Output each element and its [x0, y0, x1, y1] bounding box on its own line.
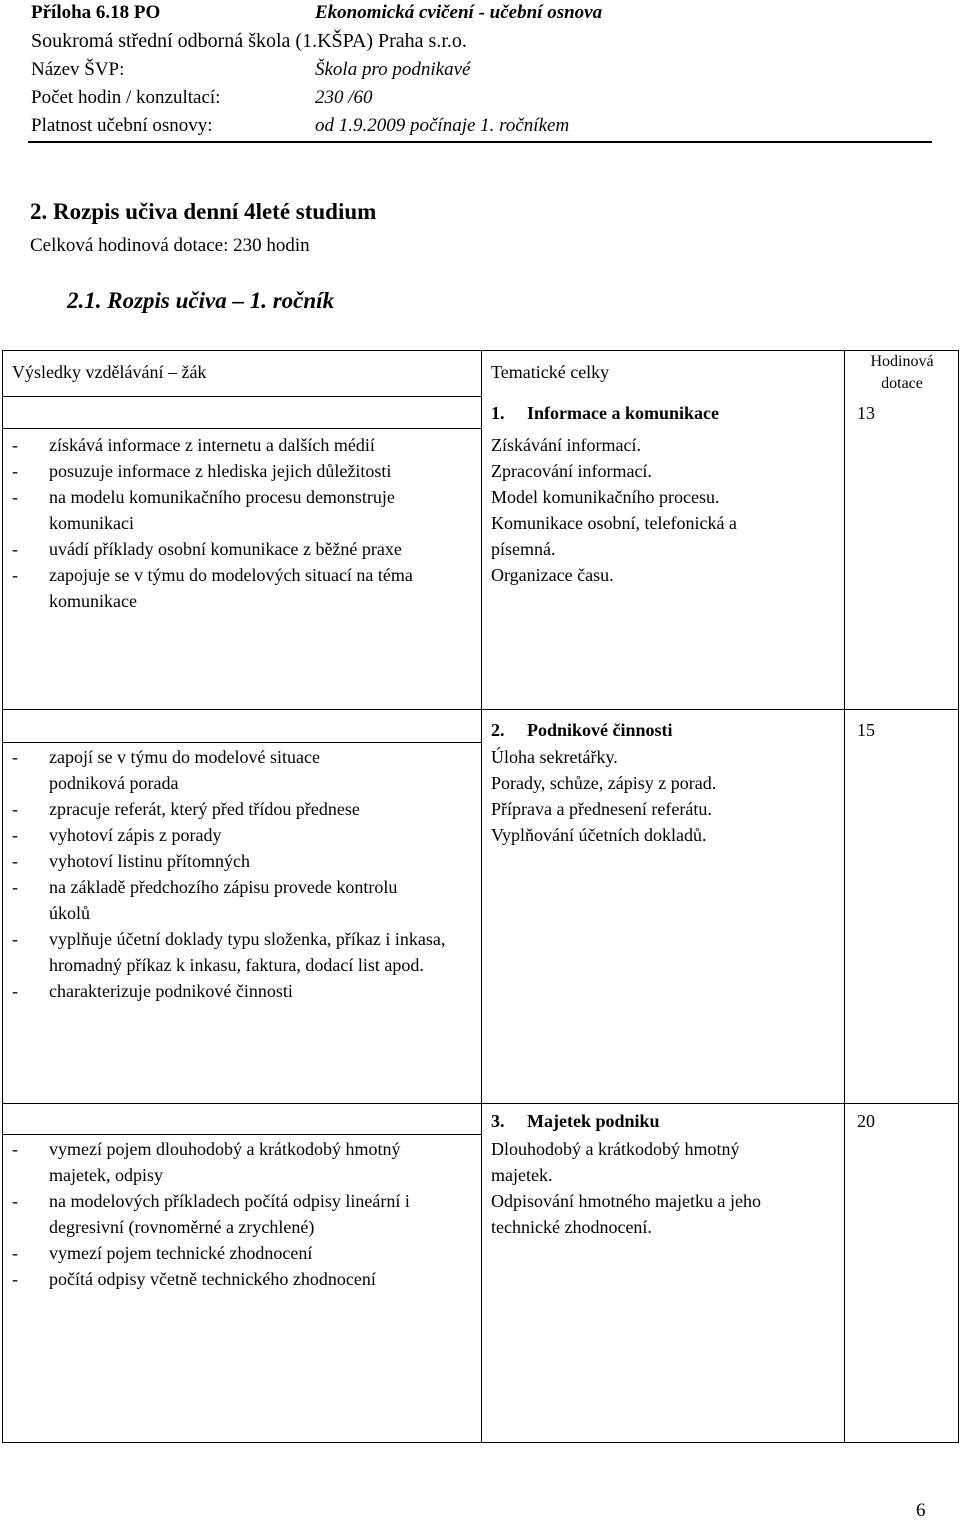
list-item: - na modelových příkladech počítá odpisy lineární i degresivní (rovnoměrné a zrychlené) — [12, 1188, 469, 1240]
list-item: - vyhotoví listinu přítomných — [12, 848, 480, 874]
list-item: - zpracuje referát, který před třídou přednese — [12, 796, 480, 822]
hours-value: 230 /60 — [315, 87, 373, 108]
header-rule — [28, 141, 932, 143]
list-item: Získávání informací. — [491, 435, 641, 455]
topic-title: Informace a komunikace — [527, 403, 719, 423]
list-item: Úloha sekretářky. — [491, 747, 618, 767]
column-divider-2-head — [844, 350, 845, 396]
column-header-hours-line1: Hodinová — [870, 353, 934, 370]
topics-list — [491, 744, 821, 848]
topic-number: 2. — [491, 720, 505, 740]
column-divider-2 — [844, 396, 845, 1442]
section-subtitle: Celková hodinová dotace: 230 hodin — [30, 235, 310, 256]
list-item: Zpracování informací. — [491, 461, 652, 481]
list-item: Komunikace osobní, telefonická a písemná. — [491, 513, 737, 559]
list-item: - počítá odpisy včetně technického zhodnocení — [12, 1266, 480, 1292]
list-item: Vyplňování účetních dokladů. — [491, 825, 707, 845]
topic-hours: 20 — [857, 1111, 875, 1131]
row2-subheader-rule — [2, 742, 482, 743]
list-item: Model komunikačního procesu. — [491, 487, 720, 507]
hours-label: Počet hodin / konzultací: — [31, 87, 221, 108]
column-header-outcomes: Výsledky vzdělávání – žák — [12, 362, 207, 382]
topic-number: 1. — [491, 403, 505, 423]
list-item: - posuzuje informace z hlediska jejich důležitosti — [12, 458, 480, 484]
outcomes-list — [12, 1136, 480, 1292]
column-header-hours — [846, 351, 958, 395]
list-item: - vymezí pojem technické zhodnocení — [12, 1240, 480, 1266]
list-item: - vyplňuje účetní doklady typu složenka, příkaz i inkasa, hromadný příkaz k inkasu, faktura, dodací list apod. — [12, 926, 469, 978]
row1-bottom — [2, 709, 958, 710]
list-item: Odpisování hmotného majetku a jeho technické zhodnocení. — [491, 1191, 761, 1237]
header-row-bottom — [2, 396, 482, 397]
svp-label: Název ŠVP: — [31, 59, 125, 80]
column-divider-1 — [481, 350, 482, 1442]
svp-value: Škola pro podnikavé — [315, 59, 471, 80]
topic-hours: 13 — [857, 403, 875, 423]
row3-subheader-rule — [2, 1134, 482, 1135]
list-item: - vyhotoví zápis z porady — [12, 822, 480, 848]
outcomes-list — [12, 744, 480, 1004]
topic-title: Podnikové činnosti — [527, 720, 673, 740]
topic-number: 3. — [491, 1111, 505, 1131]
topics-list — [491, 1136, 821, 1240]
list-item: - vymezí pojem dlouhodobý a krátkodobý hmotný majetek, odpisy — [12, 1136, 419, 1188]
topic-hours: 15 — [857, 720, 875, 740]
row1-subheader-rule — [2, 428, 482, 429]
list-item: Organizace času. — [491, 565, 614, 585]
list-item: - uvádí příklady osobní komunikace z běžné praxe — [12, 536, 429, 562]
subsection-title: 2.1. Rozpis učiva – 1. ročník — [67, 288, 335, 313]
column-header-topics: Tematické celky — [491, 362, 610, 382]
list-item: - na základě předchozího zápisu provede kontrolu úkolů — [12, 874, 409, 926]
validity-value: od 1.9.2009 počínaje 1. ročníkem — [315, 115, 570, 136]
list-item: - zapojí se v týmu do modelové situace podniková porada — [12, 744, 389, 796]
page-number: 6 — [916, 1500, 926, 1521]
list-item: Porady, schůze, zápisy z porad. — [491, 773, 717, 793]
list-item: Příprava a přednesení referátu. — [491, 799, 712, 819]
topic-title: Majetek podniku — [527, 1111, 660, 1131]
column-header-hours-line2: dotace — [881, 375, 923, 392]
topics-list — [491, 432, 821, 588]
list-item: - charakterizuje podnikové činnosti — [12, 978, 480, 1004]
validity-label: Platnost učební osnovy: — [31, 115, 213, 136]
list-item: - získává informace z internetu a dalších médií — [12, 432, 480, 458]
row2-bottom — [2, 1103, 958, 1104]
section-title: 2. Rozpis učiva denní 4leté studium — [30, 199, 377, 224]
attachment-label: Příloha 6.18 PO — [31, 2, 161, 23]
list-item: - zapojuje se v týmu do modelových situací na téma komunikace — [12, 562, 449, 614]
outcomes-list — [12, 432, 480, 614]
syllabus-heading: Ekonomická cvičení - učební osnova — [315, 2, 603, 23]
list-item: Dlouhodobý a krátkodobý hmotný majetek. — [491, 1139, 740, 1185]
list-item: - na modelu komunikačního procesu demonstruje komunikaci — [12, 484, 439, 536]
school-name: Soukromá střední odborná škola (1.KŠPA) Praha s.r.o. — [31, 30, 467, 52]
